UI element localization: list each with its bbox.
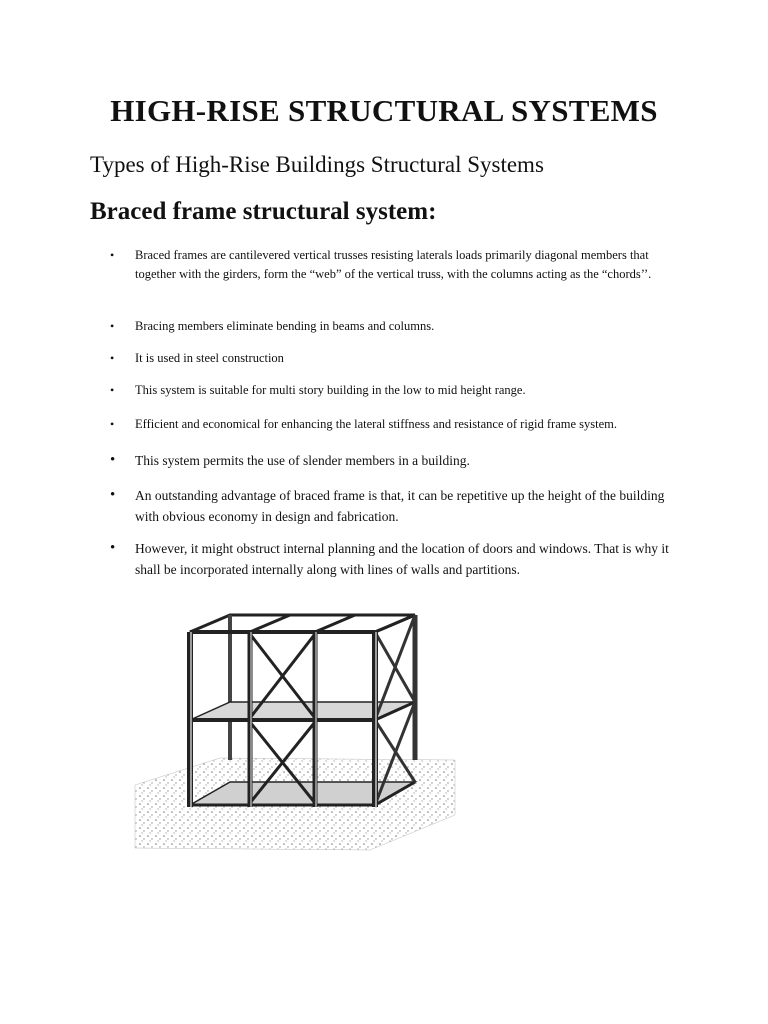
bullet-icon: •	[110, 248, 115, 262]
bullet-icon: •	[110, 351, 115, 365]
list-item	[110, 415, 690, 434]
bullet-icon: •	[110, 417, 115, 431]
list-item	[110, 381, 690, 400]
braced-frame-illustration	[130, 610, 460, 855]
bullet-text: Efficient and economical for enhancing the lateral stiffness and resistance of rigid frame system.	[135, 417, 618, 431]
list-item	[110, 538, 690, 580]
bullet-text: This system permits the use of slender members in a building.	[135, 453, 470, 468]
list-item	[110, 349, 690, 368]
list-item	[110, 485, 690, 527]
bullet-icon: •	[110, 319, 115, 333]
bullet-text: Braced frames are cantilevered vertical trusses resisting laterals loads primarily diagonal members that together with the girders, form the “web” of the vertical truss, with the columns acting as the “chords’’.	[135, 248, 652, 281]
bullet-text: This system is suitable for multi story building in the low to mid height range.	[135, 383, 526, 397]
page-title: HIGH-RISE STRUCTURAL SYSTEMS	[110, 93, 658, 128]
roof-girder	[250, 615, 290, 632]
page-subtitle: Types of High-Rise Buildings Structural Systems	[90, 152, 544, 177]
bullet-icon: •	[110, 487, 116, 503]
bullet-text: It is used in steel construction	[135, 351, 284, 365]
bullet-icon: •	[110, 540, 116, 556]
bullet-text: Bracing members eliminate bending in beams and columns.	[135, 319, 435, 333]
section-heading: Braced frame structural system:	[90, 198, 437, 225]
roof-girder	[315, 615, 355, 632]
list-item	[110, 317, 690, 336]
bullet-text: However, it might obstruct internal planning and the location of doors and windows. That is why it shall be incorporated internally along with lines of walls and partitions.	[135, 541, 669, 577]
bullet-icon: •	[110, 383, 115, 397]
bullet-icon: •	[110, 452, 116, 468]
list-item	[110, 450, 690, 471]
bullet-text: An outstanding advantage of braced frame is that, it can be repetitive up the height of the building with obvious economy in design and fabrication.	[135, 488, 665, 524]
list-item	[110, 246, 690, 284]
